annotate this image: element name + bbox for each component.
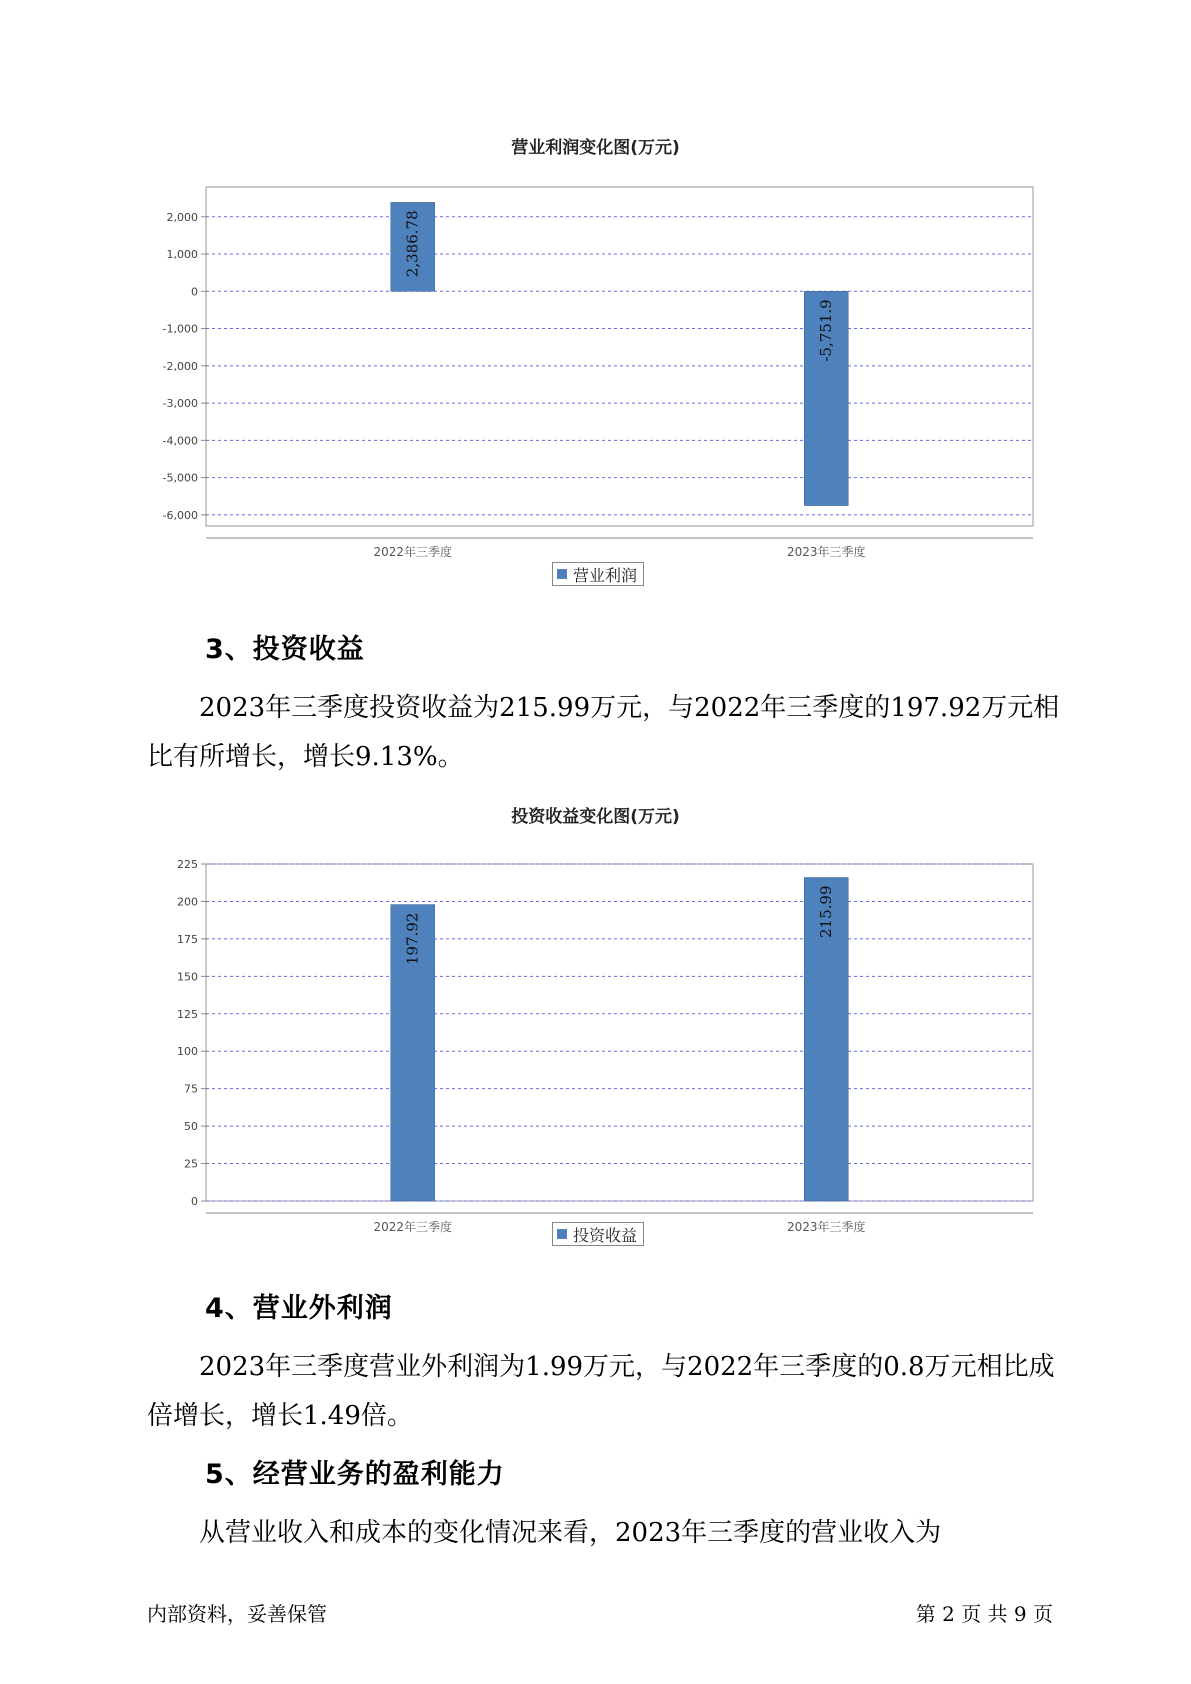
y-tick-label: 2,000 <box>166 210 198 224</box>
y-tick-label: 200 <box>177 895 198 909</box>
bar-data-label: 2,386.78 <box>403 210 422 278</box>
section-paragraph: 2023年三季度营业外利润为1.99万元，与2022年三季度的0.8万元相比成倍增长，增长1.49倍。 <box>147 1352 1055 1431</box>
y-tick-label: 150 <box>177 970 198 984</box>
section-heading: 3、投资收益 <box>205 634 365 665</box>
chart-title: 营业利润变化图(万元) <box>511 138 680 158</box>
y-tick-label: -4,000 <box>162 434 198 448</box>
legend-swatch <box>557 1229 567 1239</box>
y-tick-label: 75 <box>184 1082 198 1096</box>
y-tick-label: -5,000 <box>162 471 198 485</box>
y-tick-label: 0 <box>191 285 198 299</box>
plot-area <box>206 864 1033 1201</box>
y-tick-label: 100 <box>177 1045 198 1059</box>
x-tick-label: 2022年三季度 <box>373 545 453 559</box>
y-tick-label: 125 <box>177 1007 198 1021</box>
section-heading: 5、经营业务的盈利能力 <box>205 1459 505 1490</box>
bar-data-label: 215.99 <box>817 885 836 938</box>
bar-data-label: -5,751.9 <box>817 299 836 362</box>
legend-label: 投资收益 <box>573 1225 638 1245</box>
legend-label: 营业利润 <box>573 565 638 585</box>
y-tick-label: -1,000 <box>162 322 198 336</box>
y-tick-label: -2,000 <box>162 359 198 373</box>
chart-legend <box>552 1222 644 1246</box>
page-number: 第 2 页 共 9 页 <box>915 1602 1053 1626</box>
y-tick-label: 1,000 <box>166 248 198 262</box>
x-tick-label: 2022年三季度 <box>373 1220 453 1234</box>
y-tick-label: 0 <box>191 1195 198 1208</box>
y-tick-label: -3,000 <box>162 397 198 411</box>
y-tick-label: 50 <box>184 1120 198 1134</box>
section-paragraph: 从营业收入和成本的变化情况来看，2023年三季度的营业收入为 <box>199 1518 942 1548</box>
footer-note: 内部资料，妥善保管 <box>147 1602 327 1626</box>
x-tick-label: 2023年三季度 <box>786 1220 866 1234</box>
section-paragraph: 2023年三季度投资收益为215.99万元，与2022年三季度的197.92万元相比有所增长，增长9.13%。 <box>147 693 1060 772</box>
y-tick-label: 175 <box>177 932 198 946</box>
y-tick-label: 25 <box>184 1157 198 1171</box>
y-tick-label: -6,000 <box>162 508 198 522</box>
x-tick-label: 2023年三季度 <box>786 545 866 559</box>
bar-data-label: 197.92 <box>403 912 422 966</box>
section-heading: 4、营业外利润 <box>205 1293 393 1324</box>
y-tick-label: 225 <box>177 858 198 871</box>
chart-title: 投资收益变化图(万元) <box>511 807 680 827</box>
